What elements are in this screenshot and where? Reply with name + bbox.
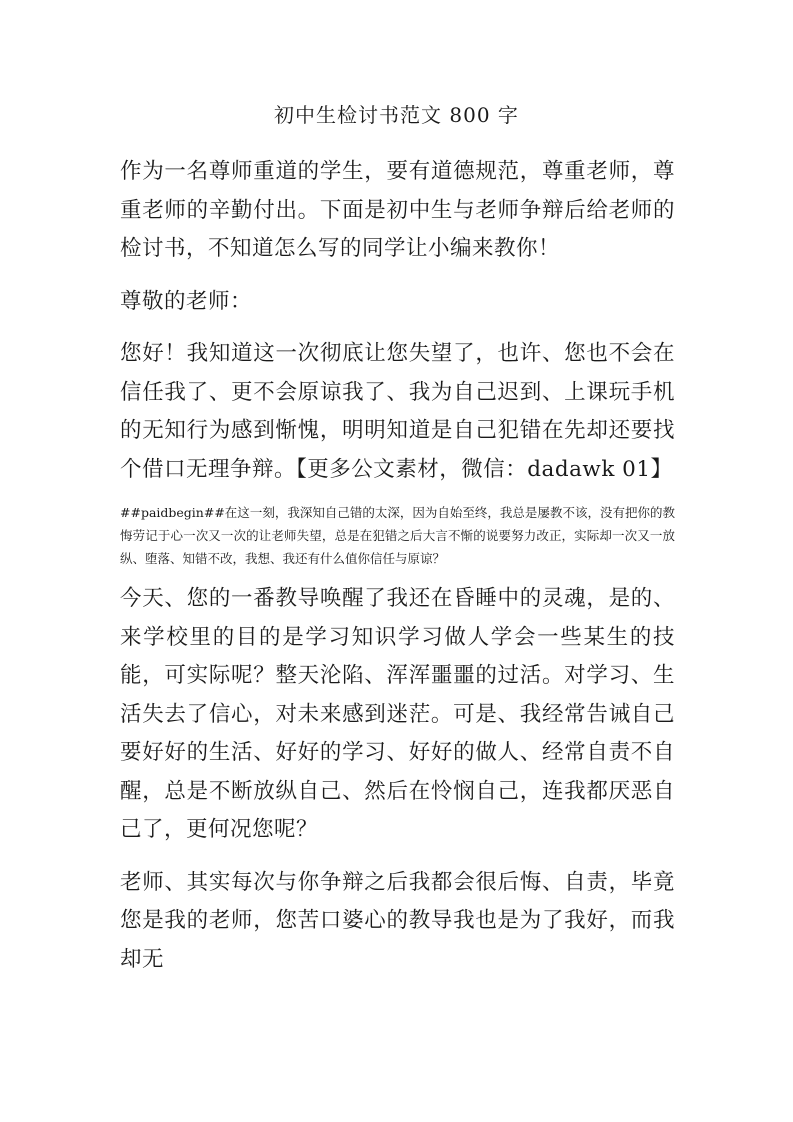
- document-body: [120, 153, 675, 979]
- document-title: 初中生检讨书范文 800 字: [274, 103, 519, 127]
- paragraph-salutation: 尊敬的老师：: [120, 288, 253, 314]
- paragraph-paid-section: ##paidbegin##在这一刻，我深知自己错的太深，因为自始至终，我总是屡教不该，没有把你的教悔劳记于心一次又一次的让老师失望，总是在犯错之后大言不惭的说要努力改正，实际却一次又一放纵、堕落、知错不改，我想、我还有什么值你信任与原谅？: [120, 505, 675, 566]
- paragraph-regret: 老师、其实每次与你争辩之后我都会很后悔、自责，毕竟您是我的老师，您苦口婆心的教导我也是为了我好，而我却无: [120, 869, 675, 972]
- paragraph-apology: 您好！我知道这一次彻底让您失望了，也许、您也不会在信任我了、更不会原谅我了、我为自己迟到、上课玩手机的无知行为感到惭愧，明明知道是自己犯错在先却还要找个借口无理争辩。【更多公文素材，微信：dadawk 01】: [120, 341, 675, 482]
- paragraph-intro: 作为一名尊师重道的学生，要有道德规范，尊重老师，尊重老师的辛勤付出。下面是初中生与老师争辩后给老师的检讨书，不知道怎么写的同学让小编来教你！: [120, 159, 675, 261]
- paragraph-reflection: 今天、您的一番教导唤醒了我还在昏睡中的灵魂，是的、来学校里的目的是学习知识学习做人学会一些某生的技能，可实际呢？整天沦陷、浑浑噩噩的过活。对学习、生活失去了信心，对未来感到迷茫。可是、我经常告诫自己要好好的生活、好好的学习、好好的做人、经常自责不自醒，总是不断放纵自己、然后在怜悯自己，连我都厌恶自己了，更何况您呢？: [120, 586, 675, 842]
